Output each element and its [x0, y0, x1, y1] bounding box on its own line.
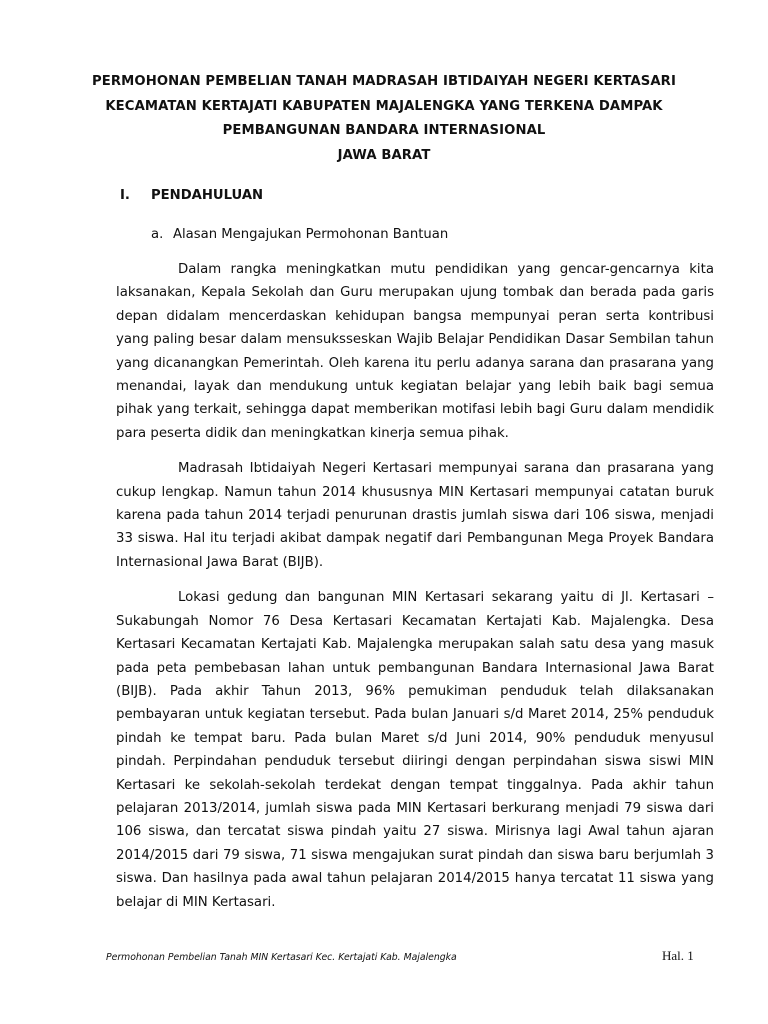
paragraph-1: Dalam rangka meningkatkan mutu pendidikan yang gencar-gencarnya kita laksanakan, Kepala Sekolah dan Guru merupakan ujung tombak dan berada pada garis depan didalam mencerdaskan kehidupan bangsa mempunyai peran serta kontribusi yang paling besar dalam mensuksseskan Wajib Belajar Pendidikan Dasar Sembilan tahun yang dicanangkan Pemerintah. Oleh karena itu perlu adanya sarana dan prasarana yang menandai, layak dan mendukung untuk kegiatan belajar yang lebih baik bagi semua pihak yang terkait, sehingga dapat memberikan motifasi lebih bagi Guru dalam mendidik para peserta didik dan meningkatkan kinerja semua pihak. — [116, 262, 714, 441]
document-title — [60, 70, 708, 168]
subsection-title: Alasan Mengajukan Permohonan Bantuan — [173, 227, 449, 242]
section-title: PENDAHULUAN — [151, 188, 264, 203]
paragraph-3: Lokasi gedung dan bangunan MIN Kertasari sekarang yaitu di Jl. Kertasari – Sukabungah Nomor 76 Desa Kertasari Kecamatan Kertajati Kab. Majalengka. Desa Kertasari Kecamatan Kertajati Kab. Majalengka merupakan salah satu desa yang masuk pada peta pembebasan lahan untuk pembangunan Bandara Internasional Jawa Barat (BIJB). Pada akhir Tahun 2013, 96% pemukiman penduduk telah dilaksanakan pembayaran untuk kegiatan tersebut. Pada bulan Januari s/d Maret 2014, 25% penduduk pindah ke tempat baru. Pada bulan Maret s/d Juni 2014, 90% penduduk menyusul pindah. Perpindahan penduduk tersebut diiringi dengan perpindahan siswa siswi MIN Kertasari ke sekolah-sekolah terdekat dengan tempat tinggalnya. Pada akhir tahun pelajaran 2013/2014, jumlah siswa pada MIN Kertasari berkurang menjadi 79 siswa dari 106 siswa, dan tercatat siswa pindah yaitu 27 siswa. Mirisnya lagi Awal tahun ajaran 2014/2015 dari 79 siswa, 71 siswa mengajukan surat pindah dan siswa baru berjumlah 3 siswa. Dan hasilnya pada awal tahun pelajaran 2014/2015 hanya tercatat 11 siswa yang belajar di MIN Kertasari. — [116, 590, 714, 910]
subsection-letter: a. — [151, 227, 164, 242]
title-line-4: JAWA BARAT — [337, 147, 431, 163]
title-line-3: PEMBANGUNAN BANDARA INTERNASIONAL — [222, 123, 546, 138]
body-text — [116, 258, 714, 926]
paragraph-2: Madrasah Ibtidaiyah Negeri Kertasari mempunyai sarana dan prasarana yang cukup lengkap. Namun tahun 2014 khususnya MIN Kertasari mempunyai catatan buruk karena pada tahun 2014 terjadi penurunan drastis jumlah siswa dari 106 siswa, menjadi 33 siswa. Hal itu terjadi akibat dampak negatif dari Pembangunan Mega Proyek Bandara Internasional Jawa Barat (BIJB). — [116, 461, 714, 570]
section-number: I. — [120, 188, 130, 203]
title-line-2: KECAMATAN KERTAJATI KABUPATEN MAJALENGKA YANG TERKENA DAMPAK — [105, 98, 663, 114]
section-heading — [120, 188, 263, 203]
title-line-1: PERMOHONAN PEMBELIAN TANAH MADRASAH IBTIDAIYAH NEGERI KERTASARI — [92, 74, 676, 89]
footer-text: Permohonan Pembelian Tanah MIN Kertasari Kec. Kertajati Kab. Majalengka — [106, 952, 457, 963]
subsection-heading — [151, 227, 448, 242]
page-number: Hal. 1 — [662, 948, 694, 963]
